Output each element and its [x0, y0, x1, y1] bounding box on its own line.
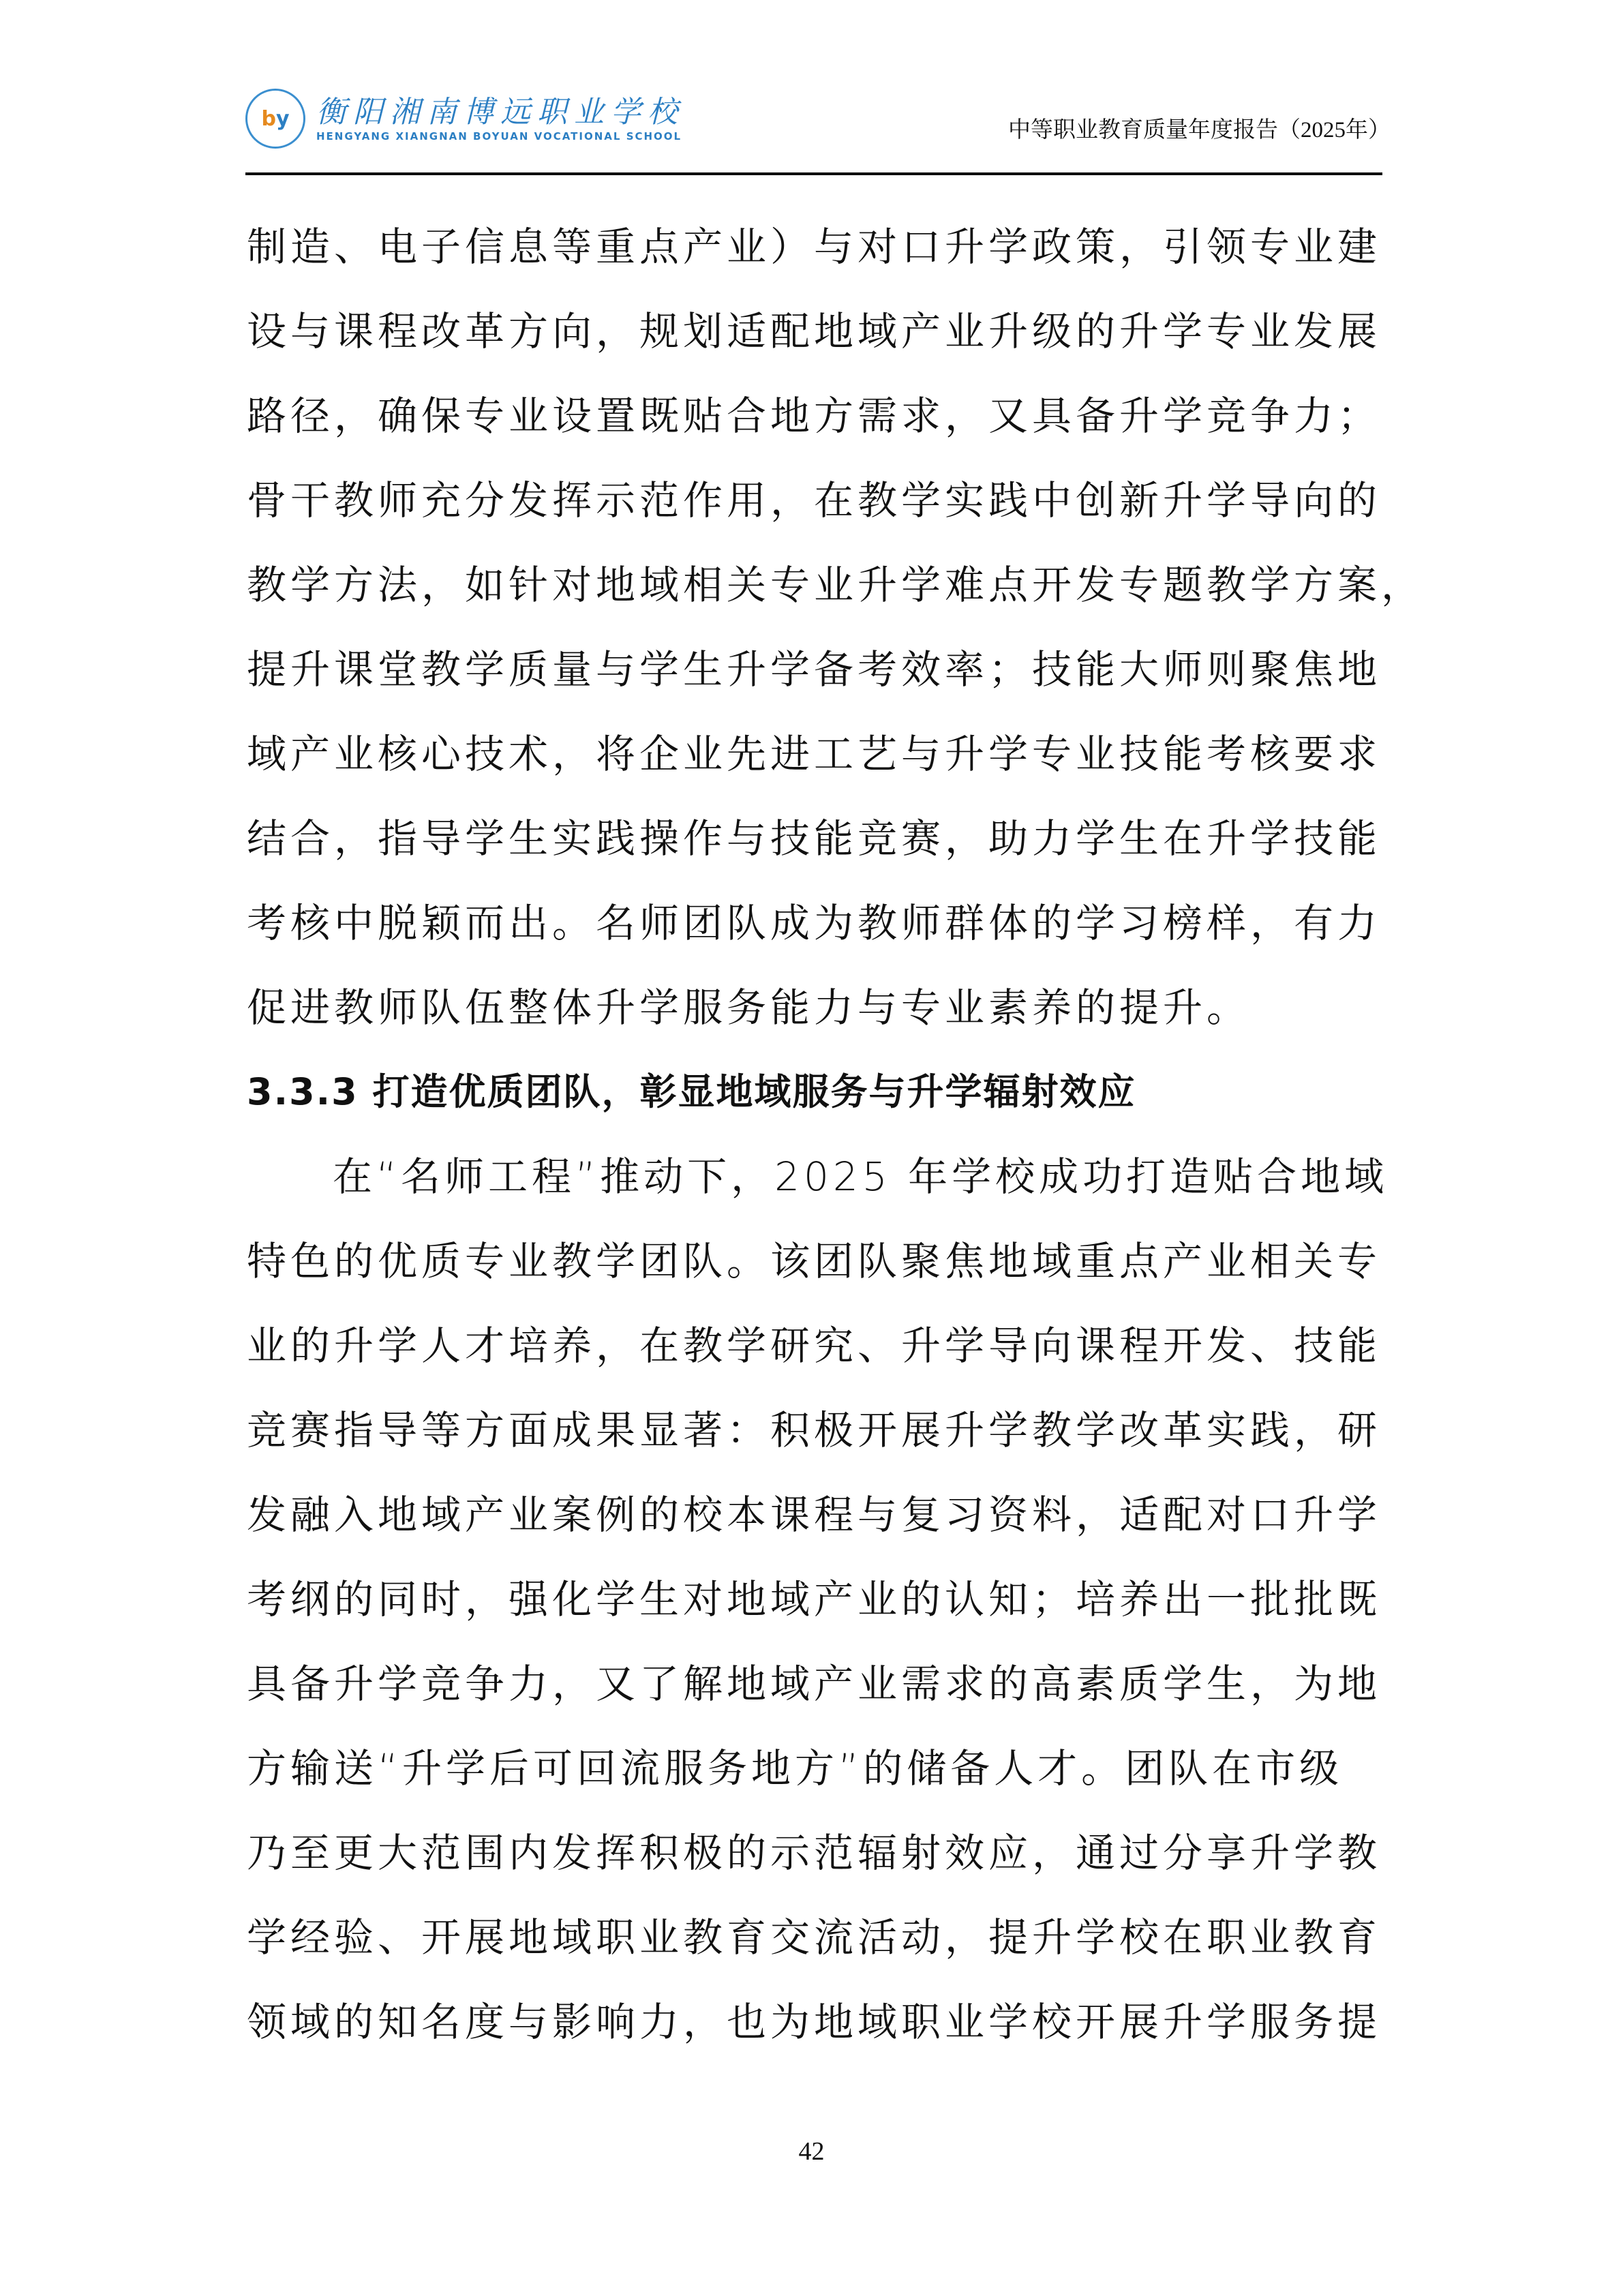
- text-line: 路径，确保专业设置既贴合地方需求，又具备升学竞争力；: [247, 393, 1382, 439]
- text-line: 竞赛指导等方面成果显著：积极开展升学教学改革实践，研: [247, 1407, 1382, 1453]
- header-divider: [245, 172, 1382, 175]
- school-emblem-icon: by: [245, 89, 305, 149]
- paragraph-1: [247, 205, 1425, 1050]
- text-line: 特色的优质专业教学团队。该团队聚焦地域重点产业相关专: [247, 1238, 1382, 1284]
- report-title: 中等职业教育质量年度报告（2025年）: [1008, 118, 1391, 142]
- text-line: 乃至更大范围内发挥积极的示范辐射效应，通过分享升学教: [247, 1830, 1382, 1876]
- text-line: 结合，指导学生实践操作与技能竞赛，助力学生在升学技能: [247, 815, 1382, 862]
- text-line: 考核中脱颖而出。名师团队成为教师群体的学习榜样，有力: [247, 900, 1382, 946]
- text-line: 提升课堂教学质量与学生升学备考效率；技能大师则聚焦地: [247, 646, 1382, 693]
- text-line: 学经验、开展地域职业教育交流活动，提升学校在职业教育: [247, 1914, 1382, 1961]
- page-content: [247, 205, 1425, 2064]
- text-line: 制造、电子信息等重点产业）与对口升学政策，引领专业建: [247, 224, 1382, 270]
- text-line: 设与课程改革方向，规划适配地域产业升级的升学专业发展: [247, 308, 1382, 354]
- school-name: [316, 95, 684, 142]
- school-logo: [245, 89, 684, 149]
- text-line: 在“名师工程”推动下，2025 年学校成功打造贴合地域: [333, 1153, 1389, 1200]
- text-line: 方输送“升学后可回流服务地方”的储备人才。团队在市级: [247, 1745, 1344, 1792]
- text-line: 业的升学人才培养，在教学研究、升学导向课程开发、技能: [247, 1323, 1382, 1369]
- text-line: 具备升学竞争力，又了解地域产业需求的高素质学生，为地: [247, 1661, 1382, 1707]
- text-line: 骨干教师充分发挥示范作用，在教学实践中创新升学导向的: [247, 477, 1382, 524]
- text-line: 考纲的同时，强化学生对地域产业的认知；培养出一批批既: [247, 1576, 1382, 1622]
- school-name-cn: 衡阳湘南博远职业学校: [316, 95, 684, 130]
- school-name-en: HENGYANG XIANGNAN BOYUAN VOCATIONAL SCHOOL: [316, 130, 682, 142]
- text-line: 领域的知名度与影响力，也为地域职业学校开展升学服务提: [247, 1999, 1382, 2045]
- text-line: 促进教师队伍整体升学服务能力与专业素养的提升。: [247, 984, 1251, 1031]
- page-header: [245, 89, 1391, 165]
- paragraph-2: [247, 1134, 1392, 2064]
- section-heading: 3.3.3 打造优质团队，彰显地域服务与升学辐射效应: [247, 1070, 1136, 1113]
- page-number: 42: [798, 2137, 825, 2166]
- text-line: 域产业核心技术，将企业先进工艺与升学专业技能考核要求: [247, 731, 1382, 777]
- text-line: 教学方法，如针对地域相关专业升学难点开发专题教学方案，: [247, 562, 1425, 608]
- text-line: 发融入地域产业案例的校本课程与复习资料，适配对口升学: [247, 1492, 1382, 1538]
